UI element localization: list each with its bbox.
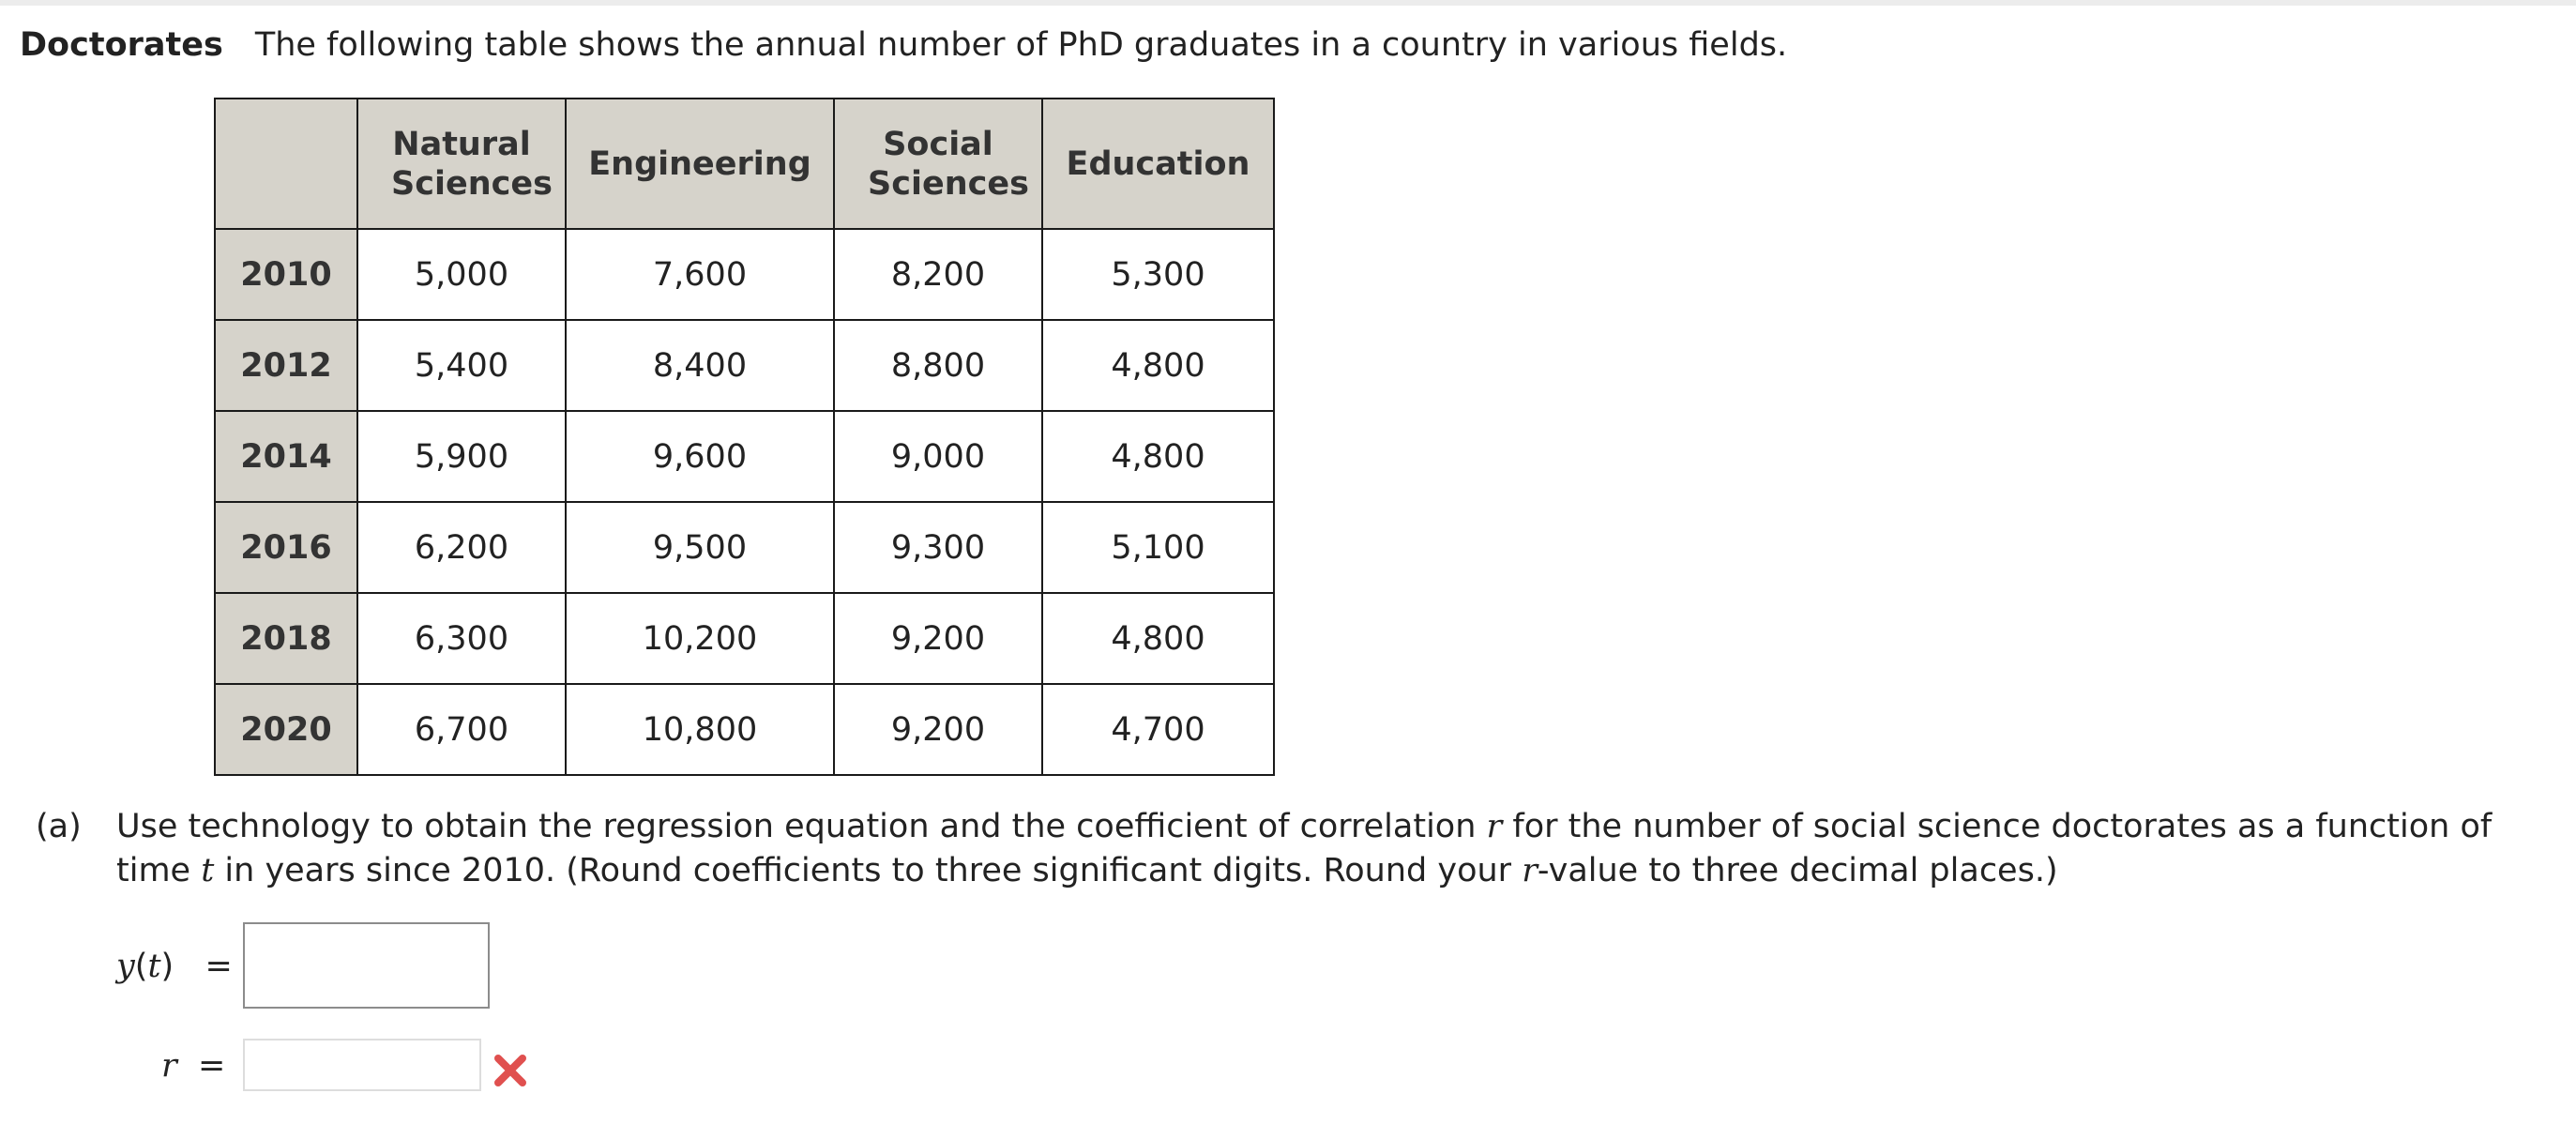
table-cell: 4,800 [1042, 411, 1274, 502]
table-cell: 9,200 [834, 593, 1042, 684]
header-label: Natural Sciences [391, 125, 553, 203]
table-cell: 6,300 [357, 593, 566, 684]
year-cell: 2018 [215, 593, 357, 684]
equals-sign: = [198, 1047, 226, 1085]
header-label: Social Sciences [868, 125, 1029, 203]
x-mark-icon [492, 1052, 529, 1089]
problem-title: Doctorates [20, 26, 223, 64]
table-cell: 9,600 [566, 411, 834, 502]
r-value-input[interactable] [243, 1039, 481, 1091]
table-row [215, 502, 1274, 593]
year-cell: 2016 [215, 502, 357, 593]
table-cell: 8,800 [834, 320, 1042, 411]
table-cell: 4,700 [1042, 684, 1274, 775]
table-cell: 9,300 [834, 502, 1042, 593]
t-arg: t [147, 948, 161, 985]
var-r: r [1486, 808, 1503, 845]
table-cell: 6,700 [357, 684, 566, 775]
table-cell: 9,500 [566, 502, 834, 593]
r-var: r [161, 1047, 177, 1085]
part-a-text [116, 805, 2550, 893]
r-label [161, 1047, 225, 1085]
year-cell: 2010 [215, 229, 357, 320]
table-cell: 5,000 [357, 229, 566, 320]
header-education: Education [1042, 99, 1274, 229]
table-cell: 5,300 [1042, 229, 1274, 320]
table-cell: 10,200 [566, 593, 834, 684]
table-cell: 5,100 [1042, 502, 1274, 593]
top-divider [0, 0, 2576, 6]
header-corner [215, 99, 357, 229]
table-row [215, 320, 1274, 411]
table-cell: 4,800 [1042, 320, 1274, 411]
table-cell: 9,000 [834, 411, 1042, 502]
var-r: r [1522, 852, 1538, 889]
table-row [215, 229, 1274, 320]
table-cell: 10,800 [566, 684, 834, 775]
table-header-row [215, 99, 1274, 229]
y-of-t-label: y(t) = [116, 948, 233, 985]
part-a-question [36, 805, 2550, 893]
part-a-text-2: for the number of social science doctorates as a function of time [116, 808, 2493, 889]
year-cell: 2020 [215, 684, 357, 775]
part-a-text-1: Use technology to obtain the regression equation and the coefficient of correlation [116, 808, 1487, 845]
part-a-text-4: -value to three decimal places.) [1537, 852, 2058, 889]
year-cell: 2014 [215, 411, 357, 502]
header-engineering: Engineering [566, 99, 834, 229]
table-cell: 5,400 [357, 320, 566, 411]
var-t: t [201, 852, 215, 889]
table-cell: 6,200 [357, 502, 566, 593]
y-func: y [116, 948, 135, 985]
problem-intro [20, 24, 1787, 66]
table-row [215, 684, 1274, 775]
table-cell: 8,200 [834, 229, 1042, 320]
part-a-label: (a) [36, 808, 82, 845]
table-cell: 8,400 [566, 320, 834, 411]
doctorates-table [214, 98, 1275, 776]
equals-sign: = [205, 948, 233, 985]
table-cell: 7,600 [566, 229, 834, 320]
problem-description: The following table shows the annual number of PhD graduates in a country in various fields. [254, 26, 1788, 64]
year-cell: 2012 [215, 320, 357, 411]
part-a-text-3: in years since 2010. (Round coefficients to three significant digits. Round your [214, 852, 1523, 889]
table-row [215, 593, 1274, 684]
table-cell: 5,900 [357, 411, 566, 502]
table-cell: 9,200 [834, 684, 1042, 775]
header-social-sciences [834, 99, 1042, 229]
y-equation-input[interactable] [243, 922, 490, 1009]
table-row [215, 411, 1274, 502]
table-cell: 4,800 [1042, 593, 1274, 684]
header-natural-sciences [357, 99, 566, 229]
